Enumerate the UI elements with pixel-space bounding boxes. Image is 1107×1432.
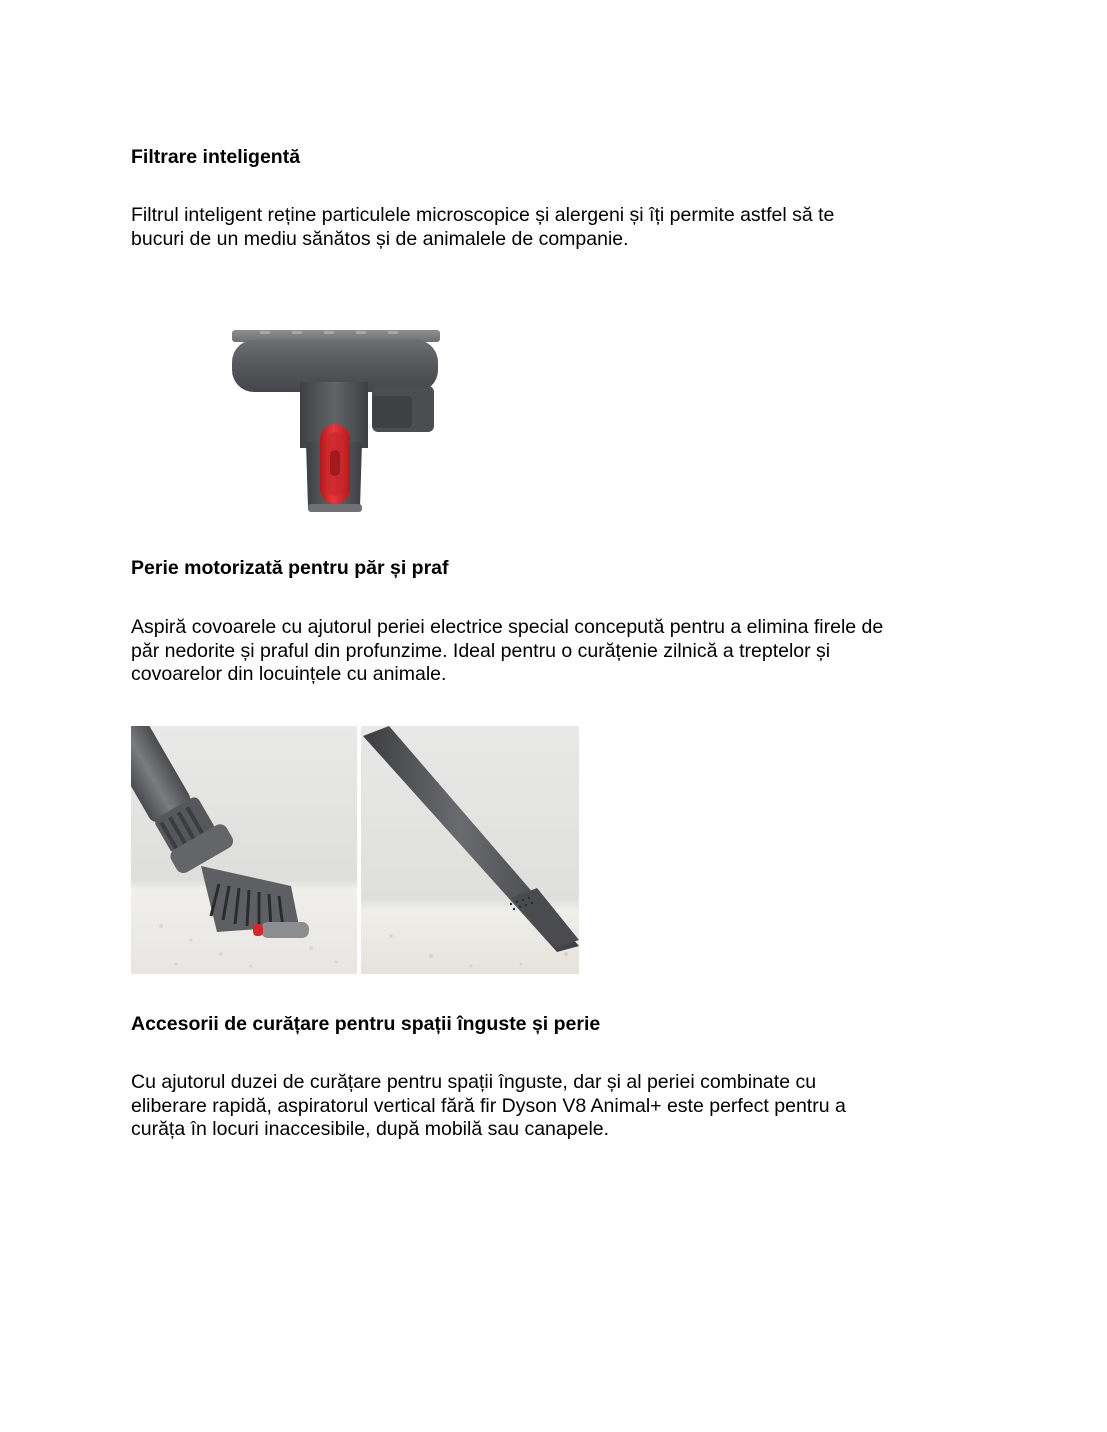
combination-brush-image bbox=[131, 726, 357, 974]
paragraph-line: eliberare rapidă, aspiratorul vertical fără fir Dyson V8 Animal+ este perfect pentru a bbox=[131, 1094, 846, 1117]
paragraph-line: Aspiră covoarele cu ajutorul periei electrice special concepută pentru a elimina firele de bbox=[131, 616, 884, 638]
paragraph-line: Cu ajutorul duzei de curățare pentru spații înguste, dar și al periei combinate cu bbox=[131, 1071, 817, 1093]
paragraph-line: bucuri de un mediu sănătos și de animalele de companie. bbox=[131, 227, 629, 250]
section-heading-motorized-brush: Perie motorizată pentru păr și praf bbox=[131, 557, 449, 579]
section-heading-smart-filtration: Filtrare inteligentă bbox=[131, 146, 301, 168]
section-heading-crevice-accessories: Accesorii de curățare pentru spații înguste și perie bbox=[131, 1013, 601, 1035]
section-paragraph-smart-filtration bbox=[131, 204, 834, 251]
section-paragraph-crevice-accessories bbox=[131, 1071, 846, 1142]
paragraph-line: Filtrul inteligent reține particulele microscopice și alergeni și îți permite astfel să te bbox=[131, 204, 835, 226]
motorized-brush-image bbox=[222, 322, 448, 516]
section-paragraph-motorized-brush bbox=[131, 616, 883, 687]
paragraph-line: covoarelor din locuințele cu animale. bbox=[131, 663, 447, 685]
paragraph-line: curăța în locuri inaccesibile, după mobilă sau canapele. bbox=[131, 1118, 610, 1140]
crevice-tool-image bbox=[361, 726, 579, 974]
paragraph-line: păr nedorite și praful din profunzime. Ideal pentru o curățenie zilnică a treptelor și bbox=[131, 639, 831, 662]
